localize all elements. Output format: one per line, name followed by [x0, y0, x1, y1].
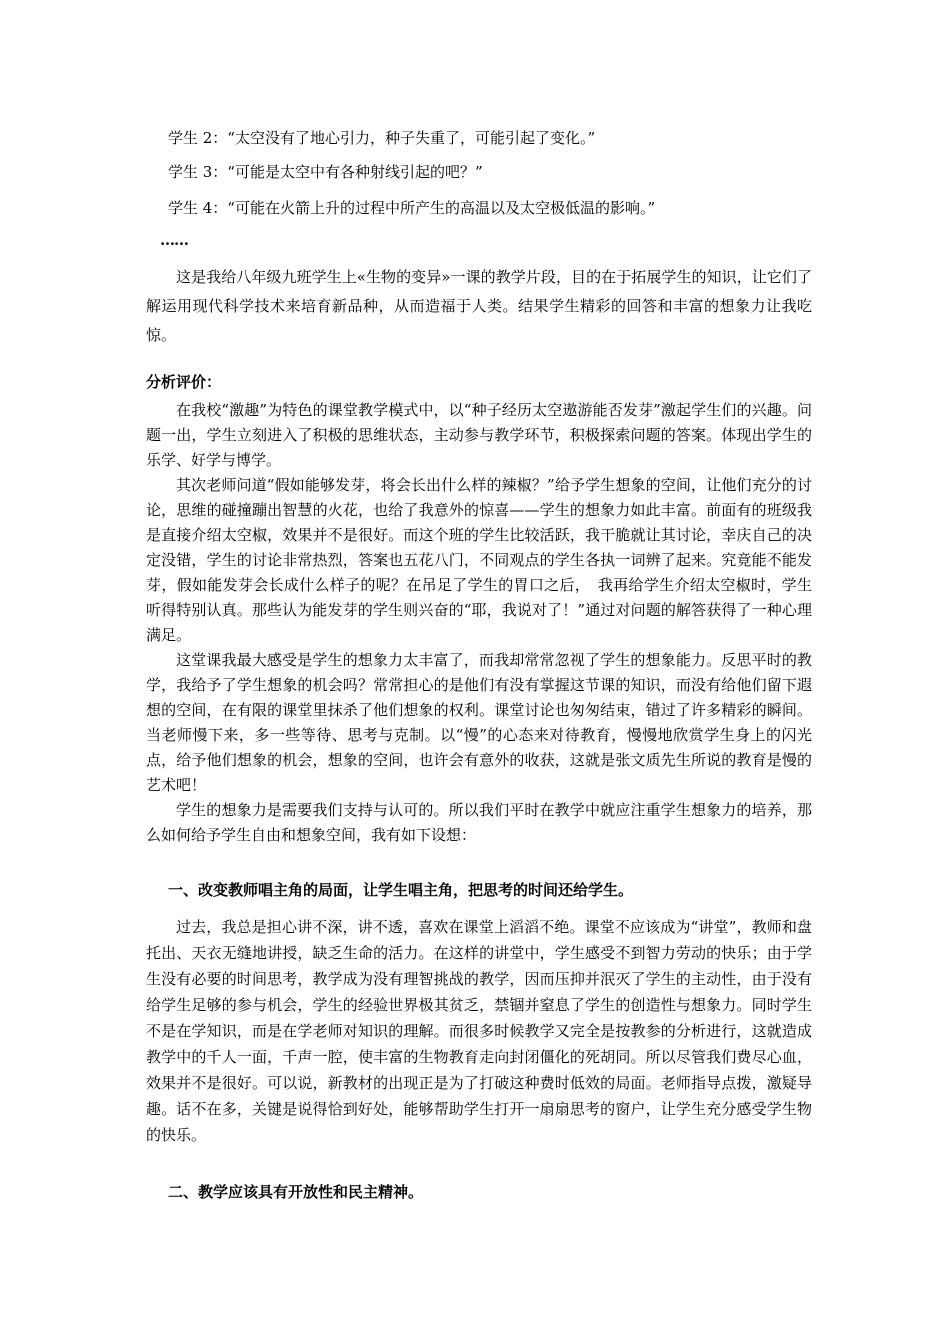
section-two-heading: 二、教学应该具有开放性和民主精神。: [168, 1183, 424, 1201]
section-one-heading: 一、改变教师唱主角的局面，让学生唱主角，把思考的时间还给学生。: [168, 881, 634, 899]
intro-paragraph: 这是我给八年级九班学生上«生物的变异»一课的教学片段，目的在于拓展学生的知识，让它们了解运用现代科学技术来培育新品种，从而造福于人类。结果学生精彩的回答和丰富的想象力让我吃惊。: [146, 268, 812, 344]
analysis-paragraph: 这堂课我最大感受是学生的想象力太丰富了，而我却常常忽视了学生的想象能力。反思平时的教学，我给予了学生想象的机会吗？常常担心的是他们有没有掌握这节课的知识，而没有给他们留下遐想的空间，在有限的课堂里抹杀了他们想象的权利。课堂讨论也匆匆结束，错过了许多精彩的瞬间。当老师慢下来，多一些等待、思考与克制。以“慢”的心态来对待教育，慢慢地欣赏学生身上的闪光点，给予他们想象的机会，想象的空间，也许会有意外的收获，这就是张文质先生所说的教育是慢的艺术吧！: [146, 651, 812, 794]
analysis-paragraph: 其次老师问道“假如能够发芽，将会长出什么样的辣椒？”给予学生想象的空间，让他们充分的讨论，思维的碰撞蹦出智慧的火花，也给了我意外的惊喜——学生的想象力如此丰富。前面有的班级我是直接介绍太空椒，效果并不是很好。而这个班的学生比较活跃，我干脆就让其讨论，幸庆自己的决定没错，学生的讨论非常热烈，答案也五花八门，不同观点的学生各执一词辨了起来。究竟能不能发芽，假如能发芽会长成什么样子的呢？在吊足了学生的胃口之后， 我再给学生介绍太空椒时，学生听得特别认真。那些认为能发芽的学生则兴奋的“耶，我说对了！”通过对问题的解答获得了一种心理满足。: [146, 476, 812, 644]
analysis-heading: 分析评价：: [146, 373, 222, 391]
analysis-paragraph: 在我校“激趣”为特色的课堂教学模式中，以“种子经历太空遨游能否发芽”激起学生们的兴趣。问题一出，学生立刻进入了积极的思维状态，主动参与教学环节，积极探索问题的答案。体现出学生的乐学、好学与博学。: [146, 401, 812, 469]
analysis-paragraph: 学生的想象力是需要我们支持与认可的。所以我们平时在教学中就应注重学生想象力的培养，那么如何给予学生自由和想象空间，我有如下设想：: [146, 801, 812, 844]
dialogue-line-student-4: 学生 4：“可能在火箭上升的过程中所产生的高温以及太空极低温的影响。”: [168, 199, 656, 217]
analysis-body: [146, 398, 812, 848]
ellipsis: ……: [160, 231, 188, 249]
dialogue-line-student-2: 学生 2：“太空没有了地心引力，种子失重了，可能引起了变化。”: [168, 129, 596, 147]
section-one-paragraph: 过去，我总是担心讲不深，讲不透，喜欢在课堂上滔滔不绝。课堂不应该成为“讲堂”，教师和盘托出、天衣无缝地讲授，缺乏生命的活力。在这样的讲堂中，学生感受不到智力劳动的快乐；由于学生没有必要的时间思考，教学成为没有理智挑战的教学，因而压抑并泯灭了学生的主动性，由于没有给学生足够的参与机会，学生的经验世界极其贫乏，禁锢并窒息了学生的创造性与想象力。同时学生不是在学知识，而是在学老师对知识的理解。而很多时候教学又完全是按教参的分析进行，这就造成教学中的千人一面，千声一腔，使丰富的生物教育走向封闭僵化的死胡同。所以尽管我们费尽心血，效果并不是很好。可以说，新教材的出现正是为了打破这种费时低效的局面。老师指导点拨，激疑导趣。话不在多，关键是说得恰到好处，能够帮助学生打开一扇扇思考的窗户，让学生充分感受学生物的快乐。: [146, 918, 812, 1144]
dialogue-line-student-3: 学生 3：“可能是太空中有各种射线引起的吧？”: [168, 163, 483, 181]
